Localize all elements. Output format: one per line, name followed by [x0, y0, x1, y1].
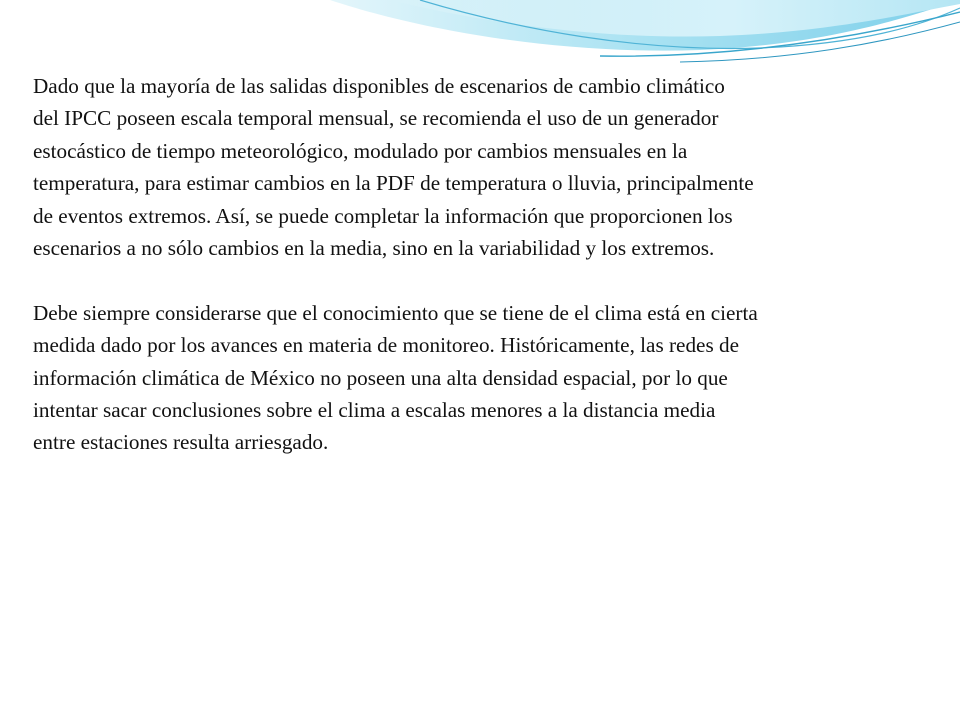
paragraph-2-line-2: medida dado por los avances en materia de monitoreo. Históricamente, las redes de: [33, 333, 739, 358]
paragraph-1-line-3: estocástico de tiempo meteorológico, modulado por cambios mensuales en la: [33, 138, 688, 163]
paragraph-2-line-5: entre estaciones resulta arriesgado.: [33, 430, 329, 455]
paragraph-1-line-1: Dado que la mayoría de las salidas disponibles de escenarios de cambio climático: [33, 74, 725, 98]
paragraph-1-line-4: temperatura, para estimar cambios en la PDF de temperatura o lluvia, principalmente: [33, 171, 754, 196]
paragraph-1-line-2: del IPCC poseen escala temporal mensual, se recomienda el uso de un generador: [33, 106, 719, 131]
paragraph-1: [33, 70, 933, 264]
paragraph-2-line-4: intentar sacar conclusiones sobre el clima a escalas menores a la distancia media: [33, 398, 716, 423]
paragraph-1-line-5: de eventos extremos. Así, se puede completar la información que proporcionen los: [33, 203, 733, 228]
slide-body-text: [33, 70, 933, 459]
paragraph-2-line-3: información climática de México no poseen una alta densidad espacial, por lo que: [33, 365, 728, 390]
paragraph-2: [33, 297, 933, 459]
paragraph-2-line-1: Debe siempre considerarse que el conocimiento que se tiene de el clima está en cierta: [33, 300, 758, 325]
paragraph-1-line-6: escenarios a no sólo cambios en la media, sino en la variabilidad y los extremos.: [33, 236, 715, 261]
